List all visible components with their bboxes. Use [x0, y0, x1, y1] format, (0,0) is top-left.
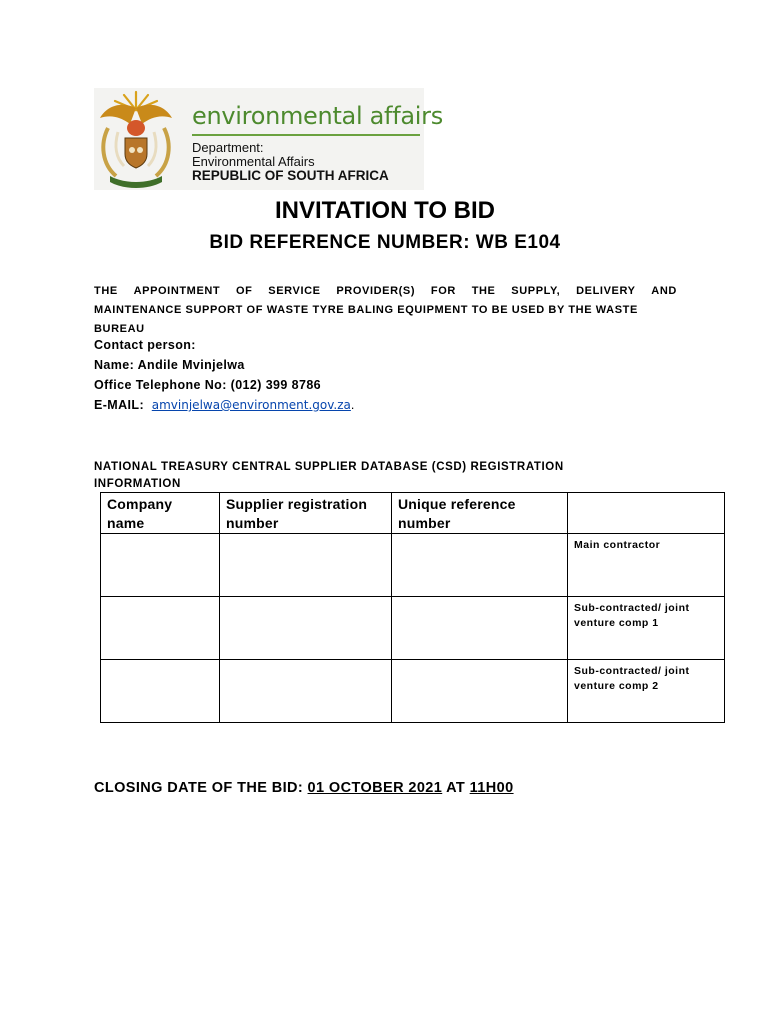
header-unique-reference: Unique reference number — [392, 493, 568, 534]
company-name-cell[interactable] — [101, 660, 220, 723]
email-suffix: . — [350, 398, 355, 412]
description-word: SERVICE — [268, 285, 321, 297]
description-word: THE — [94, 285, 118, 297]
supplier-registration-cell[interactable] — [220, 597, 392, 660]
contact-heading: Contact person: — [94, 338, 196, 352]
role-cell: Sub-contracted/ joint venture comp 1 — [568, 597, 725, 660]
dept-line-2: Environmental Affairs — [192, 154, 315, 169]
email-label: E-MAIL: — [94, 398, 145, 412]
email-link[interactable]: amvinjelwa@environment.gov.za — [151, 398, 351, 412]
brand-name: environmental affairs — [192, 102, 443, 130]
role-cell: Main contractor — [568, 534, 725, 597]
company-name-cell[interactable] — [101, 534, 220, 597]
closing-at: AT — [446, 780, 466, 796]
csd-heading: NATIONAL TREASURY CENTRAL SUPPLIER DATABASE (CSD) REGISTRATION INFORMATION — [94, 461, 564, 490]
description-word: OF — [236, 285, 253, 297]
description-word: PROVIDER(S) — [336, 285, 416, 297]
header-supplier-registration: Supplier registration number — [220, 493, 392, 534]
bid-reference-number: BID REFERENCE NUMBER: WB E104 — [209, 232, 561, 253]
dept-line-3: REPUBLIC OF SOUTH AFRICA — [192, 168, 389, 183]
closing-time-value: 11H00 — [469, 780, 514, 796]
document-title: INVITATION TO BID — [275, 197, 495, 224]
header-role — [568, 493, 725, 534]
description-word: AND — [651, 285, 677, 297]
description-word: DELIVERY — [576, 285, 636, 297]
table-row — [101, 597, 725, 660]
supplier-registration-cell[interactable] — [220, 534, 392, 597]
unique-reference-cell[interactable] — [392, 534, 568, 597]
unique-reference-cell[interactable] — [392, 660, 568, 723]
brand-divider — [192, 134, 420, 136]
description-line-1 — [94, 282, 677, 301]
bid-description — [94, 282, 677, 339]
description-word: APPOINTMENT — [133, 285, 221, 297]
table-header-row — [101, 493, 725, 534]
role-cell: Sub-contracted/ joint venture comp 2 — [568, 660, 725, 723]
header-company-name: Company name — [101, 493, 220, 534]
contact-phone: Office Telephone No: (012) 399 8786 — [94, 378, 322, 392]
contact-block — [94, 335, 355, 415]
unique-reference-cell[interactable] — [392, 597, 568, 660]
contact-name: Name: Andile Mvinjelwa — [94, 358, 245, 372]
closing-date-value: 01 OCTOBER 2021 — [307, 780, 443, 796]
contact-email-row — [94, 395, 355, 415]
company-name-cell[interactable] — [101, 597, 220, 660]
table-row — [101, 534, 725, 597]
table-row — [101, 660, 725, 723]
closing-date — [94, 780, 514, 796]
description-word: FOR — [430, 285, 456, 297]
description-line-3: BUREAU — [94, 323, 145, 335]
description-word: THE — [471, 285, 496, 297]
dept-line-1: Department: — [192, 140, 264, 155]
department-logo — [94, 88, 443, 190]
closing-label: CLOSING DATE OF THE BID: — [94, 780, 304, 796]
supplier-registration-cell[interactable] — [220, 660, 392, 723]
coat-of-arms-icon — [94, 88, 178, 190]
description-word: SUPPLY, — [511, 285, 561, 297]
description-line-2: MAINTENANCE SUPPORT OF WASTE TYRE BALING EQUIPMENT TO BE USED BY THE WASTE — [94, 304, 638, 316]
csd-registration-table — [100, 492, 725, 723]
